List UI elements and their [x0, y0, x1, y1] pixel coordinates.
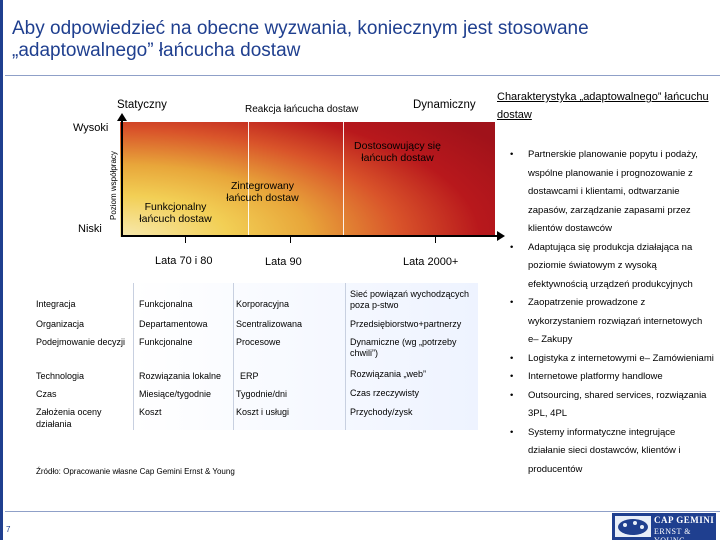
- bullet-icon: •: [510, 371, 514, 382]
- footer-divider: [5, 511, 720, 512]
- response-label: Reakcja łańcucha dostaw: [245, 104, 359, 115]
- cell-technology-70s: Rozwiązania lokalne: [139, 371, 222, 381]
- cell-time-2000s: Czas rzeczywisty: [350, 388, 420, 398]
- grid-line-1: [248, 122, 249, 235]
- list-item: [510, 294, 715, 350]
- bullet-icon: •: [510, 352, 514, 364]
- bullet-text: Adaptująca się produkcja działająca na poziomie światowym z wysoką efektywnością urządzeń produkcyjnych: [528, 241, 693, 290]
- cell-decisions-90s: Procesowe: [236, 337, 281, 347]
- list-item: [510, 146, 715, 239]
- list-item: [510, 239, 715, 295]
- cell-organization-70s: Departamentowa: [139, 319, 208, 329]
- title-divider: [5, 75, 720, 76]
- x-tick-3: [435, 237, 436, 243]
- characteristics-list: [510, 146, 715, 479]
- static-label: Statyczny: [117, 99, 167, 111]
- cell-integration-2000s: Sieć powiązań wychodzących poza p-stwo: [350, 289, 470, 310]
- row-label-organization: Organizacja: [36, 319, 85, 329]
- y-axis-label: Poziom współpracy: [109, 151, 118, 220]
- cell-technology-90s: ERP: [240, 371, 259, 381]
- cell-integration-70s: Funkcjonalna: [139, 299, 193, 309]
- cell-organization-90s: Scentralizowana: [236, 319, 303, 329]
- bullet-text: Outsourcing, shared services, rozwiązania 3PL, 4PL: [528, 389, 707, 419]
- cell-performance-2000s: Przychody/zysk: [350, 407, 413, 417]
- zone-integrated: Zintegrowany łańcuch dostaw: [226, 180, 299, 204]
- cell-performance-90s: Koszt i usługi: [236, 407, 290, 417]
- list-item: [510, 350, 715, 369]
- list-item: [510, 368, 715, 387]
- cell-decisions-2000s: Dynamiczne (wg „potrzeby chwili”): [350, 337, 457, 358]
- y-low-label: Niski: [78, 223, 102, 235]
- cell-time-70s: Miesiące/tygodnie: [139, 389, 212, 399]
- list-item: [510, 387, 715, 424]
- bullet-icon: •: [510, 389, 514, 401]
- zone-functional: Funkcjonalny łańcuch dostaw: [139, 201, 212, 225]
- row-label-time: Czas: [36, 389, 57, 399]
- bullet-text: Partnerskie planowanie popytu i podaży, wspólne planowanie i prognozowanie z dostawcami i klientami, odtwarzanie zapasów, zarządzanie zapasami przez klientów dostawców: [528, 149, 698, 234]
- x-axis-arrow: [497, 231, 505, 241]
- source-note: Źródło: Opracowanie własne Cap Gemini Ernst & Young: [36, 467, 235, 476]
- y-axis-arrow: [117, 113, 127, 121]
- cell-decisions-70s: Funkcjonalne: [139, 337, 193, 347]
- dynamic-label: Dynamiczny: [413, 99, 476, 111]
- bullet-icon: •: [510, 297, 514, 308]
- bullet-text: Zaopatrzenie prowadzone z wykorzystaniem rozwiązań internetowych e– Zakupy: [528, 297, 703, 345]
- x-tick-2: [290, 237, 291, 243]
- period-2000: Lata 2000+: [403, 256, 459, 268]
- col-sep-1: [133, 283, 134, 430]
- col-sep-2: [233, 283, 234, 430]
- row-label-integration: Integracja: [36, 299, 76, 309]
- col-sep-3: [345, 283, 346, 430]
- row-label-decisions: Podejmowanie decyzji: [36, 337, 126, 347]
- row-label-performance: Założenia oceny działania: [36, 407, 102, 429]
- cell-technology-2000s: Rozwiązania „web”: [350, 369, 427, 379]
- logo-line-2: ERNST & YOUNG: [654, 527, 691, 545]
- bullet-icon: •: [510, 241, 514, 253]
- grid-line-2: [343, 122, 344, 235]
- zone-adaptive: Dostosowujący się łańcuch dostaw: [354, 140, 441, 164]
- row-label-technology: Technologia: [36, 371, 85, 381]
- cell-time-90s: Tygodnie/dni: [236, 389, 288, 399]
- left-accent-bar: [0, 0, 3, 540]
- list-item: [510, 424, 715, 480]
- bullet-text: Systemy informatyczne integrujące działanie sieci dostawców, klientów i producentów: [528, 426, 681, 475]
- y-high-label: Wysoki: [73, 122, 109, 134]
- y-axis: [121, 119, 123, 236]
- bullet-text: Logistyka z internetowymi e– Zamówieniami: [528, 352, 714, 364]
- page-number: 7: [6, 525, 11, 534]
- x-tick-1: [185, 237, 186, 243]
- period-90: Lata 90: [265, 256, 302, 268]
- logo-globe-icon: [615, 516, 651, 537]
- bullet-text: Internetowe platformy handlowe: [528, 371, 663, 382]
- bullet-icon: •: [510, 426, 514, 438]
- logo-line-1: CAP GEMINI: [654, 515, 715, 525]
- period-70-80: Lata 70 i 80: [155, 255, 213, 267]
- bullet-icon: •: [510, 149, 514, 160]
- cell-performance-70s: Koszt: [139, 407, 162, 417]
- x-axis: [121, 235, 501, 237]
- characteristics-title: Charakterystyka „adaptowalnego” łańcuchu dostaw: [497, 91, 709, 121]
- cell-integration-90s: Korporacyjna: [236, 299, 290, 309]
- page-title: Aby odpowiedzieć na obecne wyzwania, koniecznym jest stosowane „adaptowalnego” łańcucha dostaw: [12, 18, 589, 61]
- cell-organization-2000s: Przedsiębiorstwo+partnerzy: [350, 319, 462, 329]
